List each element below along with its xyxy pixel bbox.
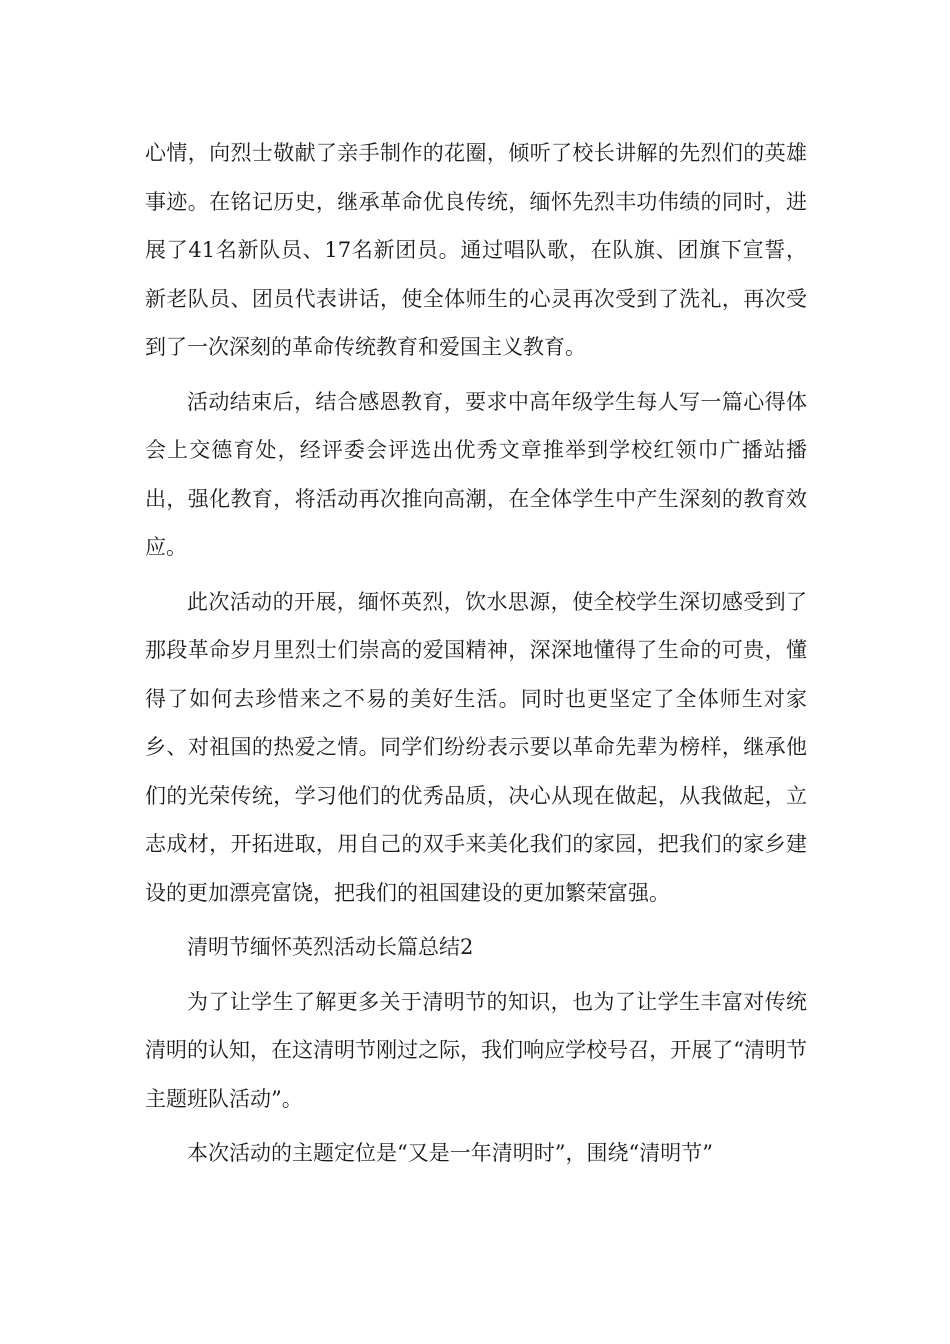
paragraph-activity-outcome: 此次活动的开展，缅怀英烈，饮水思源，使全校学生深切感受到了那段革命岁月里烈士们崇高的爱国精神，深深地懂得了生命的可贵，懂得了如何去珍惜来之不易的美好生活。同时也更坚定了全体师生对家乡、对祖国的热爱之情。同学们纷纷表示要以革命先辈为榜样，继承他们的光荣传统，学习他们的优秀品质，决心从现在做起，从我做起，立志成材，开拓进取，用自己的双手来美化我们的家园，把我们的家乡建设的更加漂亮富饶，把我们的祖国建设的更加繁荣富强。 bbox=[145, 589, 807, 905]
paragraph-intro: 为了让学生了解更多关于清明节的知识，也为了让学生丰富对传统清明的认知，在这清明节刚过之际，我们响应学校号召，开展了“清明节主题班队活动”。 bbox=[145, 989, 807, 1111]
paragraph-continuation: 心情，向烈士敬献了亲手制作的花圈，倾听了校长讲解的先烈们的英雄事迹。在铭记历史，继承革命优良传统，缅怀先烈丰功伟绩的同时，进展了41名新队员、17名新团员。通过唱队歌，在队旗、团旗下宣誓，新老队员、团员代表讲话，使全体师生的心灵再次受到了洗礼，再次受到了一次深刻的革命传统教育和爱国主义教育。 bbox=[145, 141, 807, 359]
paragraph-theme: 本次活动的主题定位是“又是一年清明时”，围绕“清明节” bbox=[187, 1141, 713, 1165]
document-body bbox=[145, 129, 807, 1184]
section-heading: 清明节缅怀英烈活动长篇总结2 bbox=[187, 935, 474, 959]
paragraph-essay-activity: 活动结束后，结合感恩教育，要求中高年级学生每人写一篇心得体会上交德育处，经评委会评选出优秀文章推举到学校红领巾广播站播出，强化教育，将活动再次推向高潮，在全体学生中产生深刻的教育效应。 bbox=[145, 389, 807, 559]
